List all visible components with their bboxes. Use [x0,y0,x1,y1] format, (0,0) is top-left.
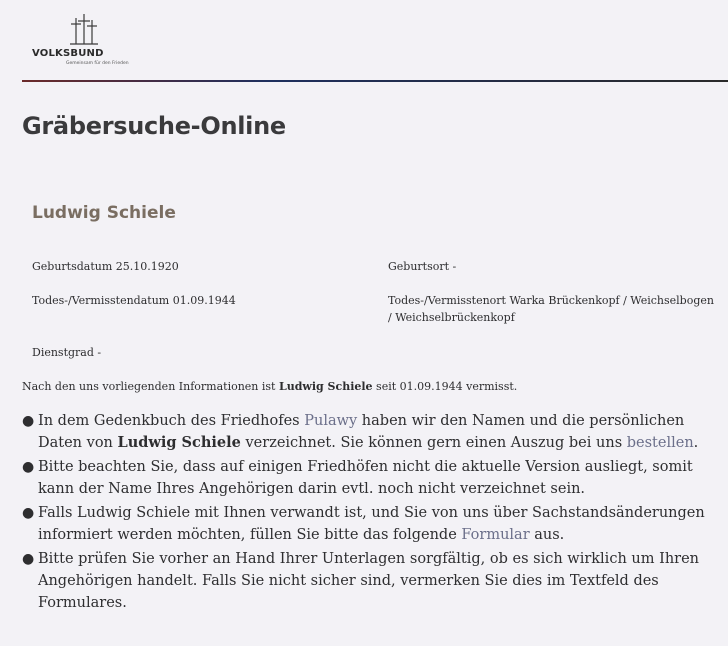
crosses-logo-icon [64,12,104,46]
list-item: ● Falls Ludwig Schiele mit Ihnen verwandt ist, und Sie von uns über Sachstandsänderungen informiert werden möchten, füllen Sie bitte das folgende Formular aus. [22,502,722,546]
birthplace-field: Geburtsort - [388,260,457,273]
brand-tagline: Gemeinsam für den Frieden [66,61,129,66]
site-header [0,0,728,82]
volksbund-logo[interactable] [30,12,140,70]
form-link[interactable]: Formular [461,527,530,543]
summary-text [22,380,722,393]
summary-after: seit 01.09.1944 vermisst. [372,380,518,393]
summary-before: Nach den uns vorliegenden Informationen ist [22,380,279,393]
bullet-icon: ● [22,505,35,521]
note-person-name: Ludwig Schiele [117,434,241,451]
page-title: Gräbersuche-Online [22,112,286,140]
summary-name: Ludwig Schiele [278,380,373,393]
bullet-icon: ● [22,413,35,429]
list-item: ● Bitte beachten Sie, dass auf einigen Friedhöfen nicht die aktuelle Version ausliegt, somit kann der Name Ihres Angehörigen darin evtl. noch nicht verzeichnet sein. [22,456,722,500]
cemetery-link[interactable]: Pulawy [304,413,358,429]
notes-list [22,410,722,616]
bullet-icon: ● [22,551,35,567]
order-link[interactable]: bestellen [626,435,694,451]
list-item: ● In dem Gedenkbuch des Friedhofes Pulawy haben wir den Namen und die persönlichen Daten von Ludwig Schiele verzeichnet. Sie können gern einen Auszug bei uns bestellen. [22,410,722,454]
person-name: Ludwig Schiele [32,203,176,223]
header-divider [22,80,728,82]
deathdate-field: Todes-/Vermisstendatum 01.09.1944 [32,294,236,307]
brand-name: VOLKSBUND [32,48,104,59]
bullet-icon: ● [22,459,35,475]
birthdate-field: Geburtsdatum 25.10.1920 [32,260,179,273]
rank-field: Dienstgrad - [32,346,102,359]
list-item: ● Bitte prüfen Sie vorher an Hand Ihrer Unterlagen sorgfältig, ob es sich wirklich um Ihren Angehörigen handelt. Falls Sie nicht sicher sind, vermerken Sie dies im Textfeld des Formulares. [22,548,722,614]
deathplace-field: Todes-/Vermisstenort Warka Brückenkopf / Weichselbogen / Weichselbrückenkopf [388,294,714,324]
